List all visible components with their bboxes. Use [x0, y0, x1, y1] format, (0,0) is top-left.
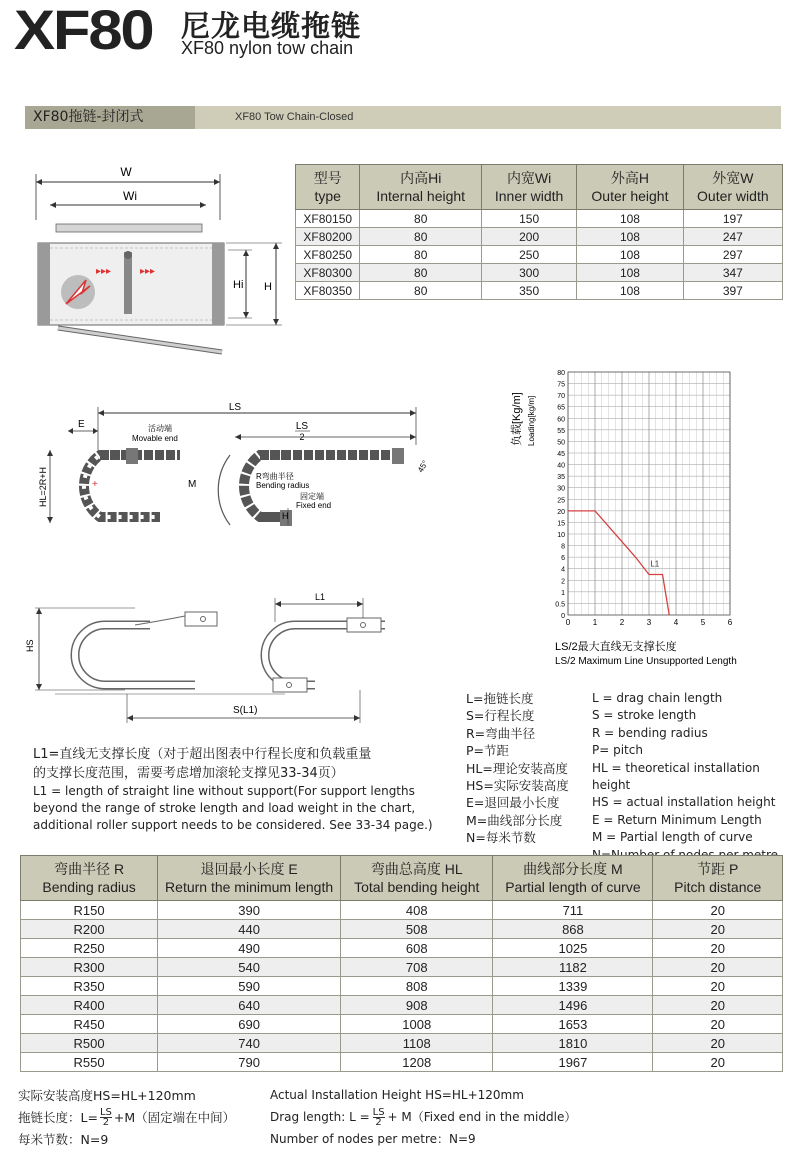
- table-row: XF80150 80 150 108 197: [296, 210, 783, 228]
- legend-item: L=拖链长度: [466, 691, 534, 706]
- load-chart: [500, 360, 790, 680]
- w-label: W: [120, 165, 132, 179]
- spec-header-h: 外高H Outer height: [577, 165, 683, 210]
- table-cell: R300: [21, 958, 158, 977]
- legend-cn: [466, 690, 569, 847]
- table-cell: R150: [21, 901, 158, 920]
- section-title-cn: XF80拖链-封闭式: [25, 106, 195, 129]
- footer-drag-cn: 拖链长度：L= $\frac{LS}{2}$ +M（固定端在中间）: [18, 1107, 236, 1128]
- legend-item: R = bending radius: [592, 725, 708, 740]
- fixed-cn: 固定端: [300, 492, 324, 501]
- table-cell: 20: [653, 958, 783, 977]
- legend-en: [592, 690, 800, 864]
- chart-y-tick: 30: [557, 485, 565, 493]
- legend-item: HL = theoretical installation height: [592, 760, 760, 793]
- legend-item: P= pitch: [592, 743, 643, 758]
- legend-item: S = stroke length: [592, 708, 697, 723]
- table-row: [21, 901, 783, 920]
- l1-note: L1=直线无支撑长度（对于超出图表中行程长度和负载重量 的支撑长度范围，需要考虑增加滚轮支撑见33-34页） L1 = length of straight line without support(For support lengths beyond the range of stroke length and load weight in the chart, additional roller support needs to be considered. See 33-34 page.): [33, 747, 433, 832]
- cross-section-drawing: [28, 160, 290, 360]
- table-cell: R350: [21, 977, 158, 996]
- chart-y-tick: 75: [557, 381, 565, 389]
- chart-y-tick: 4: [561, 566, 565, 574]
- table-cell: 690: [158, 1015, 341, 1034]
- footer-hs-en: Actual Installation Height HS=HL+120mm: [270, 1088, 524, 1102]
- table-cell: R550: [21, 1053, 158, 1072]
- table-cell: 490: [158, 939, 341, 958]
- chart-y-tick: 20: [557, 508, 565, 516]
- section-title-en: XF80 Tow Chain-Closed: [235, 111, 354, 123]
- table-cell: R400: [21, 996, 158, 1015]
- legend-item: S=行程长度: [466, 708, 535, 724]
- table-row: [21, 1034, 783, 1053]
- footer-nodes-en: Number of nodes per metre：N=9: [270, 1132, 476, 1146]
- wi-label: Wi: [123, 189, 137, 203]
- table-cell: 608: [341, 939, 493, 958]
- radius-header-m: 曲线部分长度 M Partial length of curve: [493, 856, 653, 901]
- chart-annotation: L1: [650, 559, 660, 569]
- ls-half-top: LS: [295, 421, 309, 432]
- table-row: XF80200 80 200 108 247: [296, 228, 783, 246]
- table-cell: 20: [653, 920, 783, 939]
- table-cell: 1108: [341, 1034, 493, 1053]
- center-mark: +: [92, 479, 98, 490]
- r-cn: R弯曲半径: [256, 472, 294, 481]
- table-row: [21, 977, 783, 996]
- chart-y-ticks: [555, 370, 565, 620]
- table-cell: 711: [493, 901, 653, 920]
- table-cell: 20: [653, 977, 783, 996]
- title-en: XF80 nylon tow chain: [181, 38, 354, 58]
- chart-ylabel-en: Loading[kg/m]: [527, 395, 536, 446]
- legend-item: HS=实际安装高度: [466, 778, 569, 794]
- movable-en: Movable end: [132, 434, 178, 443]
- movable-cn: 活动端: [148, 424, 172, 433]
- hi-label: Hi: [233, 279, 244, 291]
- legend-item: HS = actual installation height: [592, 795, 776, 810]
- table-row: [21, 920, 783, 939]
- table-cell: 1182: [493, 958, 653, 977]
- table-cell: 540: [158, 958, 341, 977]
- title-cn: 尼龙电缆拖链: [181, 9, 362, 43]
- radius-header-p: 节距 P Pitch distance: [653, 856, 783, 901]
- table-cell: 20: [653, 939, 783, 958]
- table-row: [21, 958, 783, 977]
- chart-x-tick: 0: [565, 618, 571, 627]
- h-small-label: H: [282, 511, 289, 521]
- footer-nodes-cn: 每米节数：N=9: [18, 1132, 109, 1147]
- spec-header-type: 型号 type: [296, 165, 360, 210]
- table-cell: 790: [158, 1053, 341, 1072]
- chart-x-ticks: [566, 618, 733, 627]
- table-cell: 20: [653, 1053, 783, 1072]
- legend-item: E = Return Minimum Length: [592, 812, 762, 827]
- legend-item: N=每米节数: [466, 830, 536, 846]
- table-cell: R450: [21, 1015, 158, 1034]
- r-en: Bending radius: [256, 481, 310, 490]
- h-label: H: [264, 281, 272, 293]
- install-diagram: [25, 590, 445, 730]
- chart-grid: [568, 372, 730, 615]
- table-cell: 408: [341, 901, 493, 920]
- table-cell: 740: [158, 1034, 341, 1053]
- chart-x-tick: 6: [727, 618, 733, 627]
- legend-item: M = Partial length of curve: [592, 830, 753, 845]
- chart-y-tick: 0: [561, 613, 565, 620]
- legend-item: E=退回最小长度: [466, 795, 560, 811]
- m-label: M: [188, 479, 197, 490]
- legend-item: M=曲线部分长度: [466, 812, 563, 828]
- table-cell: 1653: [493, 1015, 653, 1034]
- ls-label: LS: [228, 402, 242, 413]
- radius-header-hl: 弯曲总高度 HL Total bending height: [341, 856, 493, 901]
- fraction: $\frac{LS}{2}$: [99, 1107, 112, 1128]
- spec-header-w: 外宽W Outer width: [683, 165, 782, 210]
- footer-hs-cn: 实际安装高度HS=HL+120mm: [18, 1088, 196, 1103]
- ls-half-bottom: 2: [299, 432, 305, 442]
- chart-y-tick: 55: [557, 427, 565, 435]
- table-cell: 590: [158, 977, 341, 996]
- table-cell: 908: [341, 996, 493, 1015]
- table-cell: 390: [158, 901, 341, 920]
- table-cell: 1967: [493, 1053, 653, 1072]
- table-cell: 508: [341, 920, 493, 939]
- table-cell: 20: [653, 996, 783, 1015]
- radius-header-r: 弯曲半径 R Bending radius: [21, 856, 158, 901]
- chart-y-tick: 65: [557, 404, 565, 412]
- section-bar: [25, 106, 781, 129]
- legend-item: HL=理论安装高度: [466, 760, 568, 776]
- table-row: [21, 939, 783, 958]
- chart-x-tick: 3: [646, 618, 652, 627]
- chart-y-tick: 40: [557, 462, 565, 470]
- chart-x-tick: 5: [700, 618, 706, 627]
- table-cell: 20: [653, 1034, 783, 1053]
- table-cell: 1008: [341, 1015, 493, 1034]
- l1-label: L1: [315, 592, 326, 602]
- hs-label: HS: [25, 639, 35, 652]
- chart-y-tick: 10: [557, 532, 565, 539]
- spec-header-wi: 内宽Wi Inner width: [481, 165, 576, 210]
- table-cell: 868: [493, 920, 653, 939]
- chart-y-tick: 35: [557, 474, 565, 482]
- legend-item: L = drag chain length: [592, 691, 723, 705]
- chart-y-tick: 8: [561, 543, 565, 551]
- fixed-en: Fixed end: [296, 501, 332, 510]
- table-cell: 1810: [493, 1034, 653, 1053]
- table-row: XF80300 80 300 108 347: [296, 264, 783, 282]
- radius-header-e: 退回最小长度 E Return the minimum length: [158, 856, 341, 901]
- chart-y-tick: 70: [557, 393, 565, 401]
- table-cell: 1339: [493, 977, 653, 996]
- red-arrow-icon: ▸▸▸: [96, 266, 112, 277]
- chart-y-tick: 25: [557, 497, 565, 505]
- table-row: XF80350 80 350 108 397: [296, 282, 783, 300]
- side-view-diagram: [30, 395, 460, 535]
- chart-y-tick: 2: [561, 578, 565, 586]
- chart-y-tick: 1: [561, 589, 565, 597]
- chart-y-tick: 0.5: [555, 601, 565, 609]
- table-cell: R500: [21, 1034, 158, 1053]
- chart-y-tick: 6: [561, 555, 565, 563]
- chart-xlabel-en: LS/2 Maximum Line Unsupported Length: [555, 656, 737, 667]
- spec-header-hi: 内高Hi Internal height: [360, 165, 482, 210]
- spec-table: [295, 164, 783, 300]
- chart-y-tick: 80: [557, 370, 565, 377]
- table-cell: 1496: [493, 996, 653, 1015]
- s-label: S(L1): [233, 705, 258, 716]
- table-cell: R250: [21, 939, 158, 958]
- table-row: XF80250 80 250 108 297: [296, 246, 783, 264]
- legend-item: R=弯曲半径: [466, 725, 536, 741]
- table-cell: 640: [158, 996, 341, 1015]
- model-code: XF80: [14, 0, 153, 61]
- table-row: [21, 1015, 783, 1034]
- chart-xlabel-cn: LS/2最大直线无支撑长度: [555, 641, 677, 653]
- table-cell: 20: [653, 901, 783, 920]
- table-cell: 1025: [493, 939, 653, 958]
- chart-x-tick: 1: [592, 618, 598, 627]
- fraction: $\frac{LS}{2}$: [372, 1107, 385, 1128]
- radius-table: [20, 855, 783, 1072]
- legend-item: P=节距: [466, 743, 510, 759]
- hl-label: HL=2R+H: [38, 466, 48, 507]
- chart-ylabel-cn: 负载[Kg/m]: [511, 392, 523, 446]
- red-arrow-icon: ▸▸▸: [140, 266, 156, 277]
- chart-y-tick: 60: [557, 416, 565, 424]
- e-label: E: [78, 419, 85, 430]
- table-cell: 708: [341, 958, 493, 977]
- table-cell: R200: [21, 920, 158, 939]
- chart-x-tick: 4: [673, 618, 679, 627]
- chart-y-tick: 50: [557, 439, 565, 447]
- footer-drag-en: Drag length: L = $\frac{LS}{2}$ + M（Fixed end in the middle）: [270, 1107, 577, 1128]
- table-cell: 440: [158, 920, 341, 939]
- table-row: [21, 996, 783, 1015]
- table-row: [21, 1053, 783, 1072]
- table-cell: 808: [341, 977, 493, 996]
- angle-label: 45°: [415, 459, 430, 474]
- table-cell: 20: [653, 1015, 783, 1034]
- chart-y-tick: 15: [557, 520, 565, 528]
- table-cell: 1208: [341, 1053, 493, 1072]
- chart-y-tick: 45: [557, 451, 565, 458]
- chart-x-tick: 2: [619, 618, 625, 627]
